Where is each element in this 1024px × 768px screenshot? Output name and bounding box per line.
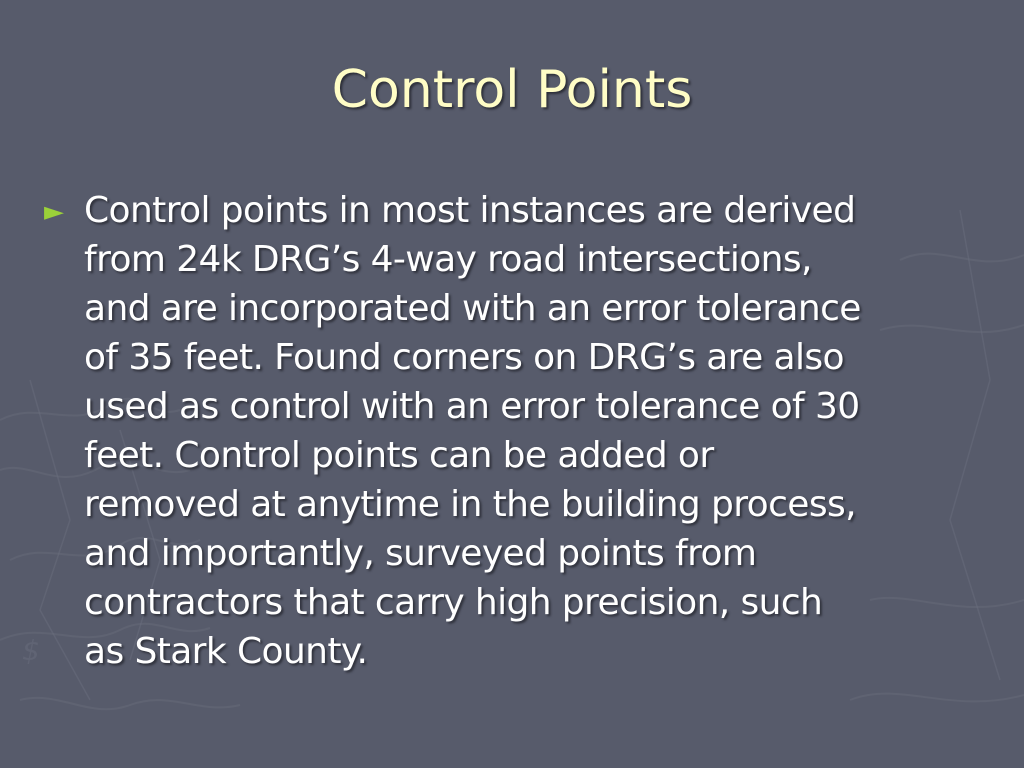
- bullet-item: [44, 186, 994, 676]
- bullet-arrow-icon: ►: [44, 197, 64, 227]
- svg-text:$: $: [22, 634, 40, 667]
- slide-title: Control Points: [331, 60, 693, 120]
- bullet-text: Control points in most instances are derived from 24k DRG’s 4-way road intersections, and are incorporated with an error tolerance of 35 feet. Found corners on DRG’s are also used as control with an error tolerance of 30 feet. Control points can be added or removed at anytime in the building process, and importantly, surveyed points from contractors that carry high precision, such as Stark County.: [84, 190, 861, 672]
- bullet-list: [44, 186, 994, 676]
